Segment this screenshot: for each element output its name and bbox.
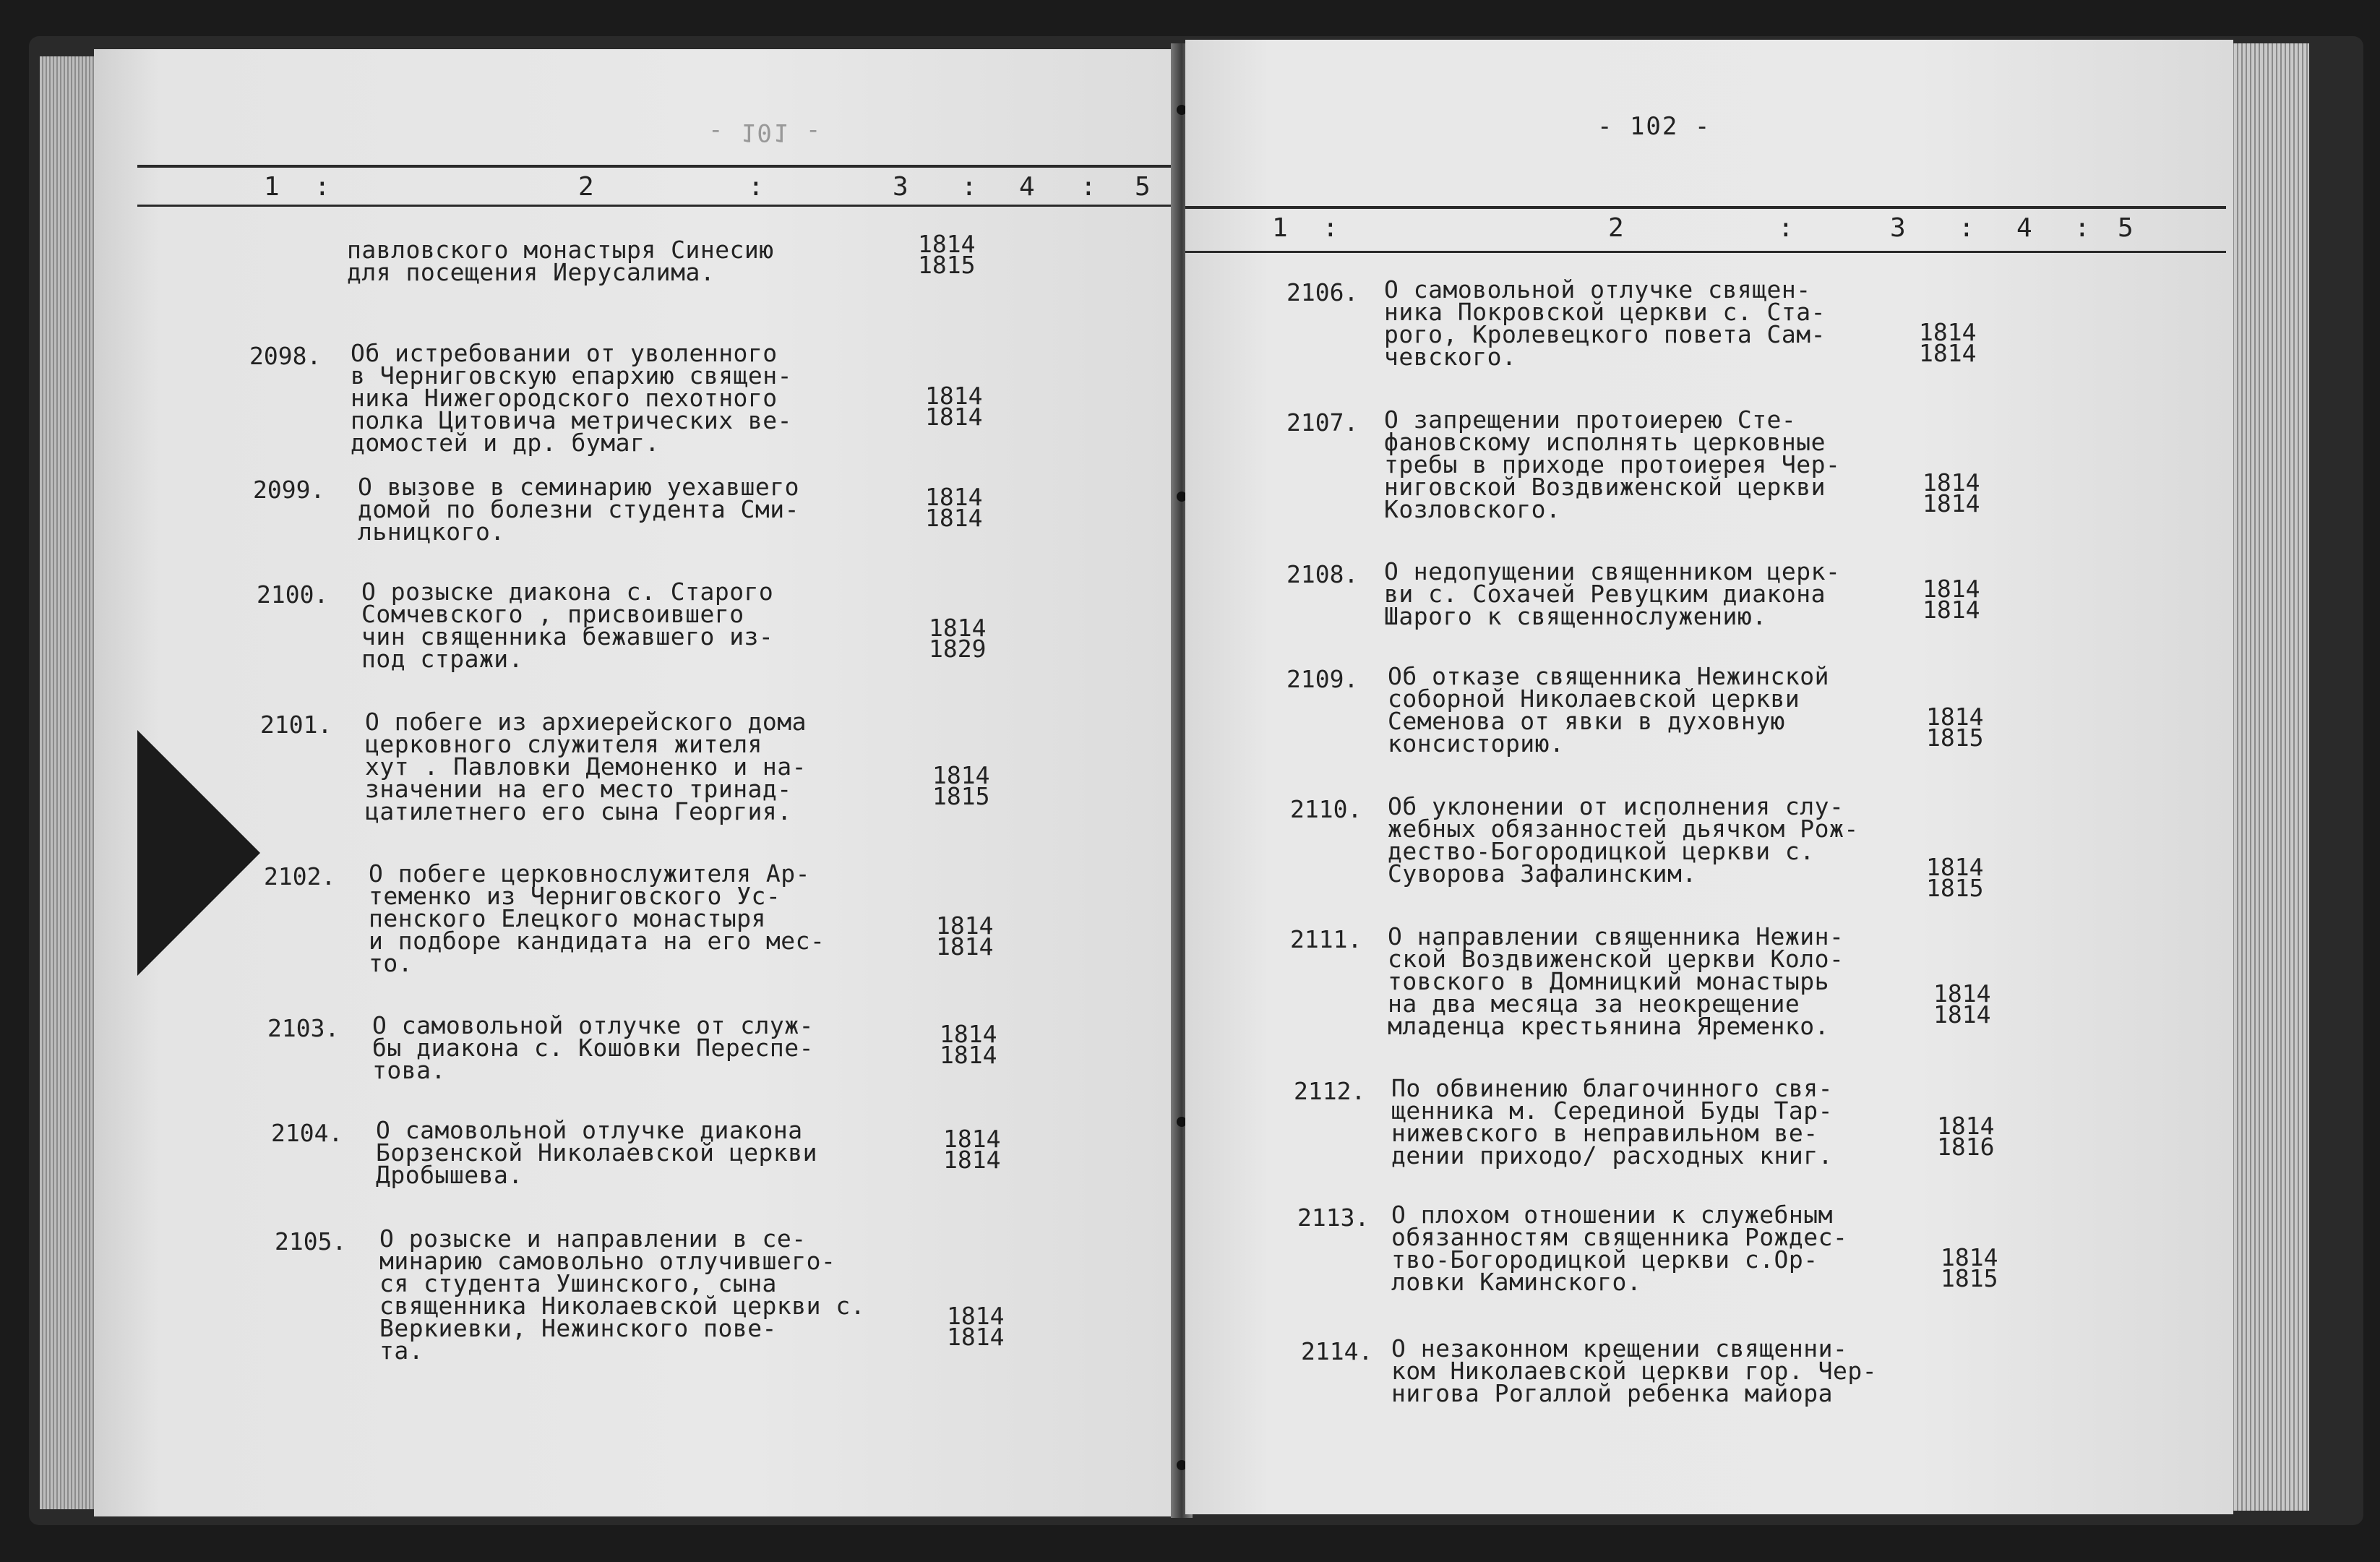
- entry-number: 2104.: [271, 1119, 343, 1147]
- entry-number: 2113.: [1297, 1203, 1370, 1232]
- header-rule-top: [137, 165, 1178, 168]
- col-sep: :: [1323, 213, 1339, 243]
- entry-text: О самовольной отлучке священ- ника Покровской церкви с. Ста- рого, Кролевецкого повета Сам- чевского.: [1384, 275, 1826, 371]
- entry-years: 1814 1814: [936, 911, 994, 961]
- entry-years: 1814 1814: [925, 382, 983, 431]
- col-sep: :: [1959, 213, 1975, 243]
- entry-number: 2108.: [1286, 560, 1359, 588]
- entry-number: 2105.: [275, 1227, 347, 1256]
- entry-number: 2107.: [1286, 408, 1359, 437]
- entry-text: О самовольной отлучке диакона Борзенской Николаевской церкви Дробышева.: [376, 1116, 818, 1189]
- entry-text: О плохом отношении к служебным обязанностям священника Рождес- тво-Богородицкой церкви с.Ор- ловки Каминского.: [1391, 1201, 1848, 1296]
- right-page: [1185, 40, 2233, 1514]
- entry-years: 1814 1815: [1926, 853, 1984, 902]
- entry-years: 1814 1814: [947, 1302, 1005, 1351]
- entry-number: 2103.: [267, 1014, 340, 1042]
- entry-text: Об уклонении от исполнения слу- жебных обязанностей дьячком Рож- дество-Богородицкой церкви с. Суворова Зафалинским.: [1388, 792, 1859, 888]
- entry-number: 2111.: [1290, 925, 1362, 953]
- entry-text: О направлении священника Нежин- ской Воздвиженской церкви Коло- товского в Домницкий монастырь на два месяца за неокрещение младенца крестьянина Яременко.: [1388, 922, 1844, 1040]
- entry-text: О розыске и направлении в се- минарию самовольно отлучившего- ся студента Ушинского, сына священника Николаевской церкви с. Веркиевки, Нежинского пове- та.: [379, 1224, 866, 1365]
- entry-text: О побеге церковнослужителя Ар- теменко из Черниговского Ус- пенского Елецкого монастыря и подборе кандидата на его мес- то.: [369, 859, 825, 977]
- col-header-3: 3: [1890, 213, 1906, 243]
- torn-page-edge: [137, 730, 260, 976]
- entry-years: 1814 1814: [1923, 468, 1980, 518]
- col-header-5: 5: [1135, 172, 1151, 202]
- entry-years: 1814 1815: [1926, 703, 1984, 752]
- col-header-3: 3: [893, 172, 908, 202]
- entry-number: 2101.: [260, 711, 332, 739]
- col-sep: :: [1778, 213, 1794, 243]
- entry-years: 1814 1814: [1933, 979, 1991, 1029]
- entry-text: О незаконном крещении священни- ком Николаевской церкви гор. Чер- нигова Рогаллой ребенка майора: [1391, 1334, 1878, 1407]
- entry-number: 2114.: [1301, 1337, 1373, 1365]
- entry-number: 2100.: [257, 580, 329, 609]
- entry-text: О вызове в семинарию уехавшего домой по болезни студента Сми- льницкого.: [358, 473, 800, 546]
- entry-number: 2106.: [1286, 278, 1359, 306]
- col-header-1: 1: [264, 172, 280, 202]
- entry-number: 2109.: [1286, 665, 1359, 693]
- col-sep: :: [2074, 213, 2090, 243]
- entry-number: 2098.: [249, 342, 322, 370]
- left-page-edges: [40, 56, 101, 1509]
- entry-text: О запрещении протоиерею Сте- фановскому исполнять церковные требы в приходе протоиерея Чер- ниговской Воздвиженской церкви Козловского.: [1384, 405, 1841, 523]
- entry-text: О розыске диакона с. Старого Сомчевского , присвоившего чин священника бежавшего из- под стражи.: [361, 578, 774, 673]
- page-number: - 102 -: [1597, 112, 1711, 141]
- entry-text: О недопущении священником церк- ви с. Сохачей Ревуцким диакона Шарого к священнослужению.: [1384, 557, 1841, 630]
- col-header-5: 5: [2118, 213, 2134, 243]
- col-header-4: 4: [2016, 213, 2032, 243]
- col-header-2: 2: [1608, 213, 1624, 243]
- entry-years: 1814 1816: [1937, 1112, 1995, 1161]
- left-page-number-bleed: - 101 -: [708, 118, 822, 147]
- col-sep: :: [748, 172, 764, 202]
- entry-years: 1814 1815: [918, 230, 976, 279]
- entry-text: О побеге из архиерейского дома церковного служителя жителя хут . Павловки Демоненко и на- значении на его место тринад- цатилетнего его сына Георгия.: [365, 708, 807, 825]
- header-rule-bottom: [137, 205, 1178, 207]
- entry-years: 1814 1829: [929, 614, 987, 663]
- entry-years: 1814 1814: [940, 1020, 997, 1069]
- entry-number: 2099.: [253, 476, 325, 504]
- col-sep: :: [1081, 172, 1096, 202]
- col-header-2: 2: [578, 172, 594, 202]
- entry-number: 2110.: [1290, 795, 1362, 823]
- col-header-4: 4: [1019, 172, 1035, 202]
- entry-text: О самовольной отлучке от служ- бы диакона с. Кошовки Переспе- това.: [372, 1011, 815, 1084]
- entry-text: павловского монастыря Синесию для посещения Иерусалима.: [347, 236, 774, 286]
- header-rule-bottom: [1185, 251, 2226, 253]
- header-rule-top: [1185, 206, 2226, 209]
- col-header-1: 1: [1272, 213, 1288, 243]
- entry-years: 1814 1814: [943, 1125, 1001, 1174]
- entry-years: 1814 1815: [932, 761, 990, 810]
- entry-years: 1814 1814: [1923, 575, 1980, 624]
- entry-text: Об отказе священника Нежинской соборной Николаевской церкви Семенова от явки в духовную консисторию.: [1388, 662, 1830, 758]
- entry-years: 1814 1815: [1941, 1243, 1998, 1292]
- col-sep: :: [314, 172, 330, 202]
- col-sep: :: [961, 172, 977, 202]
- entry-number: 2112.: [1294, 1077, 1366, 1105]
- entry-years: 1814 1814: [1919, 318, 1977, 367]
- entry-text: По обвинению благочинного свя- щенника м. Серединой Буды Тар- нижевского в неправильном ве- дении приходо/ расходных книг.: [1391, 1074, 1834, 1170]
- entry-years: 1814 1814: [925, 483, 983, 532]
- entry-number: 2102.: [264, 862, 336, 891]
- entry-text: Об истребовании от уволенного в Черниговскую епархию священ- ника Нижегородского пехотного полка Цитовича метрических ве- домостей и др. бумаг.: [351, 339, 793, 457]
- right-page-edges: [2230, 43, 2309, 1511]
